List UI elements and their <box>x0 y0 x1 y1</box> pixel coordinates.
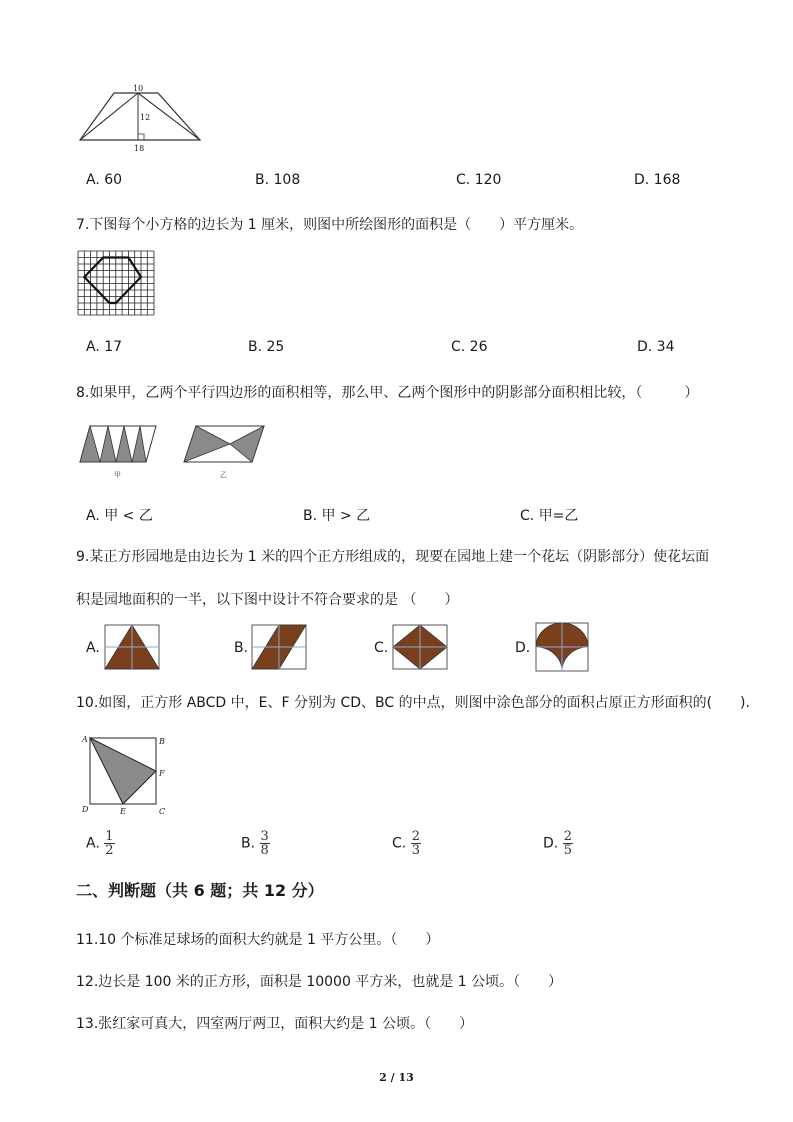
q9-figure-b <box>251 624 307 670</box>
q9-figure-d <box>535 622 589 672</box>
q7-question-text: 7.下图每个小方格的边长为 1 厘米，则图中所绘图形的面积是（ ）平方厘米。 <box>76 217 584 233</box>
q10-option-d-letter: D. <box>543 835 559 852</box>
q6-option-b[interactable]: B. 108 <box>255 172 301 188</box>
q10-option-d[interactable] <box>543 830 573 857</box>
q10-option-a-letter: A. <box>86 835 100 852</box>
q9-question-line1: 9.某正方形园地是由边长为 1 米的四个正方形组成的，现要在园地上建一个花坛（阴影部分）使花坛面 <box>76 549 710 565</box>
fraction-numerator: 2 <box>563 829 572 844</box>
q10-option-c-fraction <box>411 830 421 857</box>
q10-label-d: D <box>82 805 89 814</box>
q10-option-c[interactable] <box>392 830 421 857</box>
q10-option-b[interactable] <box>241 830 270 857</box>
q8-question-text: 8.如果甲，乙两个平行四边形的面积相等，那么甲、乙两个图形中的阴影部分面积相比较，（ ） <box>76 385 699 401</box>
q9-figure-a <box>104 624 160 670</box>
q11-question-text: 11.10 个标准足球场的面积大约就是 1 平方公里。（ ） <box>76 932 440 948</box>
q10-option-d-fraction <box>563 830 573 857</box>
q6-option-a[interactable]: A. 60 <box>86 172 123 188</box>
q6-trapezoid-figure <box>76 84 206 154</box>
fraction-denominator: 5 <box>563 843 572 858</box>
q6-label-top: 10 <box>133 84 144 93</box>
q9-option-a[interactable]: A. <box>86 640 100 656</box>
q10-label-f: F <box>159 769 165 778</box>
q6-option-c[interactable]: C. 120 <box>456 172 502 188</box>
q6-option-d[interactable]: D. 168 <box>634 172 681 188</box>
page-number: 2 / 13 <box>379 1071 414 1084</box>
q6-label-bottom: 18 <box>134 144 145 153</box>
q10-label-c: C <box>159 807 166 816</box>
q10-option-b-fraction <box>260 830 270 857</box>
q8-option-a[interactable]: A. 甲 < 乙 <box>86 508 153 524</box>
q8-label-yi: 乙 <box>220 471 227 479</box>
fraction-numerator: 2 <box>411 829 420 844</box>
fraction-denominator: 2 <box>105 843 114 858</box>
q8-parallelograms-figure <box>78 420 278 480</box>
q10-square-figure <box>80 732 172 816</box>
q10-question-text: 10.如图，正方形 ABCD 中，E、F 分别为 CD、BC 的中点，则图中涂色部分的面积占原正方形面积的( ). <box>76 695 750 711</box>
q8-option-c[interactable]: C. 甲=乙 <box>520 508 579 524</box>
q7-option-a[interactable]: A. 17 <box>86 339 123 355</box>
q9-question-line2: 积是园地面积的一半，以下图中设计不符合要求的是 （ ） <box>76 592 459 608</box>
q10-option-a[interactable] <box>86 830 115 857</box>
q9-option-c[interactable]: C. <box>374 640 389 656</box>
q8-label-jia: 甲 <box>114 471 121 479</box>
q10-option-c-letter: C. <box>392 835 407 852</box>
fraction-numerator: 3 <box>260 829 269 844</box>
q10-label-a: A <box>82 735 88 744</box>
q10-label-e: E <box>120 807 126 816</box>
fraction-numerator: 1 <box>105 829 114 844</box>
q12-question-text: 12.边长是 100 米的正方形，面积是 10000 平方米，也就是 1 公顷。（ ） <box>76 974 563 990</box>
q9-option-b[interactable]: B. <box>234 640 249 656</box>
fraction-denominator: 3 <box>411 843 420 858</box>
q9-figure-c <box>392 624 448 670</box>
q7-option-c[interactable]: C. 26 <box>451 339 488 355</box>
q7-option-b[interactable]: B. 25 <box>248 339 285 355</box>
q9-option-d[interactable]: D. <box>515 640 531 656</box>
fraction-denominator: 8 <box>260 843 269 858</box>
q7-grid-figure <box>77 250 155 316</box>
section-heading-judgement: 二、判断题（共 6 题；共 12 分） <box>76 881 324 900</box>
q8-option-b[interactable]: B. 甲 > 乙 <box>303 508 371 524</box>
q7-option-d[interactable]: D. 34 <box>637 339 675 355</box>
q10-option-a-fraction <box>104 830 114 857</box>
q6-label-height: 12 <box>140 113 151 122</box>
q13-question-text: 13.张红家可真大，四室两厅两卫，面积大约是 1 公顷。（ ） <box>76 1016 474 1032</box>
q10-label-b: B <box>159 737 165 746</box>
q10-option-b-letter: B. <box>241 835 256 852</box>
